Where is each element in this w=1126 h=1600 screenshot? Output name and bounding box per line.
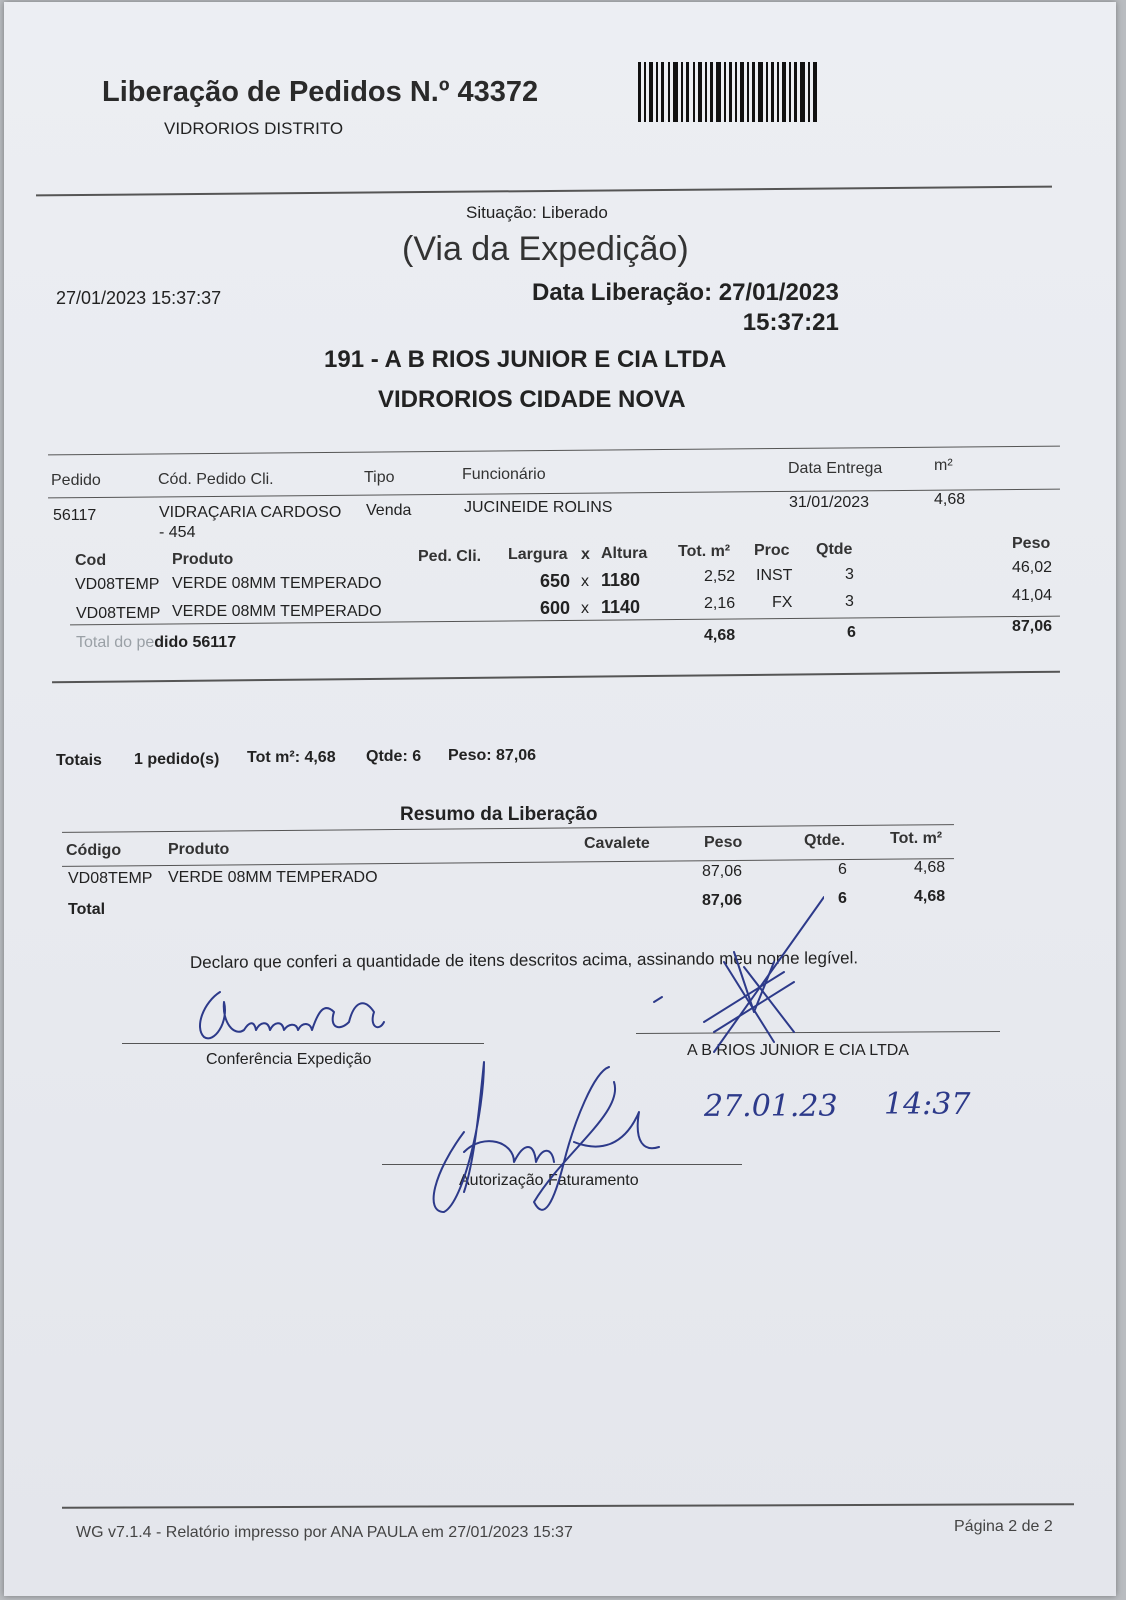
order-cliente: VIDRAÇARIA CARDOSO	[159, 504, 342, 521]
col-pedido: Pedido	[51, 472, 101, 489]
totals-label: Totais	[56, 752, 102, 769]
order-tipo: Venda	[366, 502, 412, 519]
item-largura: 600	[540, 598, 571, 618]
item-qtde: 3	[845, 566, 854, 583]
handwritten-time: 14:37	[884, 1087, 971, 1122]
summary-qtde: 6	[838, 861, 847, 878]
totals-peso: Peso: 87,06	[448, 747, 537, 764]
declaration-text: Declaro que conferi a quantidade de itens descritos acima, assinando meu nome legível.	[189, 948, 859, 972]
item-x: x	[581, 573, 589, 590]
status-label: Situação: Liberado	[466, 203, 608, 222]
items-col-peso: Peso	[1012, 535, 1051, 552]
totals-m2: Tot m²: 4,68	[247, 749, 336, 766]
summary-col-qtde: Qtde.	[804, 832, 845, 849]
summary-produto: VERDE 08MM TEMPERADO	[168, 869, 378, 886]
autorizacao-label: Autorização Faturamento	[459, 1172, 639, 1189]
document-sheet	[4, 2, 1116, 1596]
summary-col-produto: Produto	[168, 841, 230, 858]
print-datetime: 27/01/2023 15:37:37	[56, 288, 222, 308]
via-label: (Via da Expedição)	[402, 230, 689, 268]
item-tot-m2: 2,52	[704, 568, 736, 585]
order-pedido: 56117	[53, 507, 97, 524]
item-largura: 650	[540, 571, 571, 591]
order-cliente-code: - 454	[159, 524, 196, 541]
order-total-label-text: dido 56117	[154, 634, 237, 651]
order-total-label	[76, 634, 236, 652]
items-col-cod: Cod	[75, 552, 107, 569]
col-cod-pedido-cli: Cód. Pedido Cli.	[158, 471, 274, 488]
conferencia-label: Conferência Expedição	[206, 1051, 372, 1068]
summary-col-cavalete: Cavalete	[584, 835, 650, 852]
footer-line	[62, 1503, 1074, 1509]
item-proc: INST	[756, 567, 793, 584]
order-m2: 4,68	[934, 491, 966, 508]
summary-tot-m2: 4,68	[914, 859, 946, 876]
order-total-label-faded: Total do pe	[76, 634, 155, 651]
summary-total-tot-m2: 4,68	[914, 888, 946, 905]
summary-header-line	[62, 858, 954, 867]
item-proc: FX	[772, 594, 793, 611]
items-col-largura: Largura	[508, 546, 568, 563]
summary-col-tot-m2: Tot. m²	[890, 830, 943, 847]
summary-total-qtde: 6	[838, 890, 847, 907]
col-data-entrega: Data Entrega	[788, 460, 883, 477]
items-col-ped-cli: Ped. Cli.	[418, 548, 482, 565]
item-x: x	[581, 600, 589, 617]
item-peso: 41,04	[1012, 587, 1053, 604]
order-funcionario: JUCINEIDE ROLINS	[464, 499, 613, 516]
customer-store: VIDRORIOS CIDADE NOVA	[378, 386, 686, 413]
client-signature-icon	[644, 892, 824, 1092]
order-top-line	[48, 446, 1060, 456]
item-produto: VERDE 08MM TEMPERADO	[172, 603, 382, 620]
totals-qtde: Qtde: 6	[366, 748, 422, 765]
order-total-peso: 87,06	[1012, 618, 1053, 635]
header-divider	[36, 186, 1052, 197]
summary-col-codigo: Código	[66, 842, 122, 859]
item-altura: 1180	[601, 570, 641, 590]
items-col-tot-m2: Tot. m²	[678, 543, 731, 560]
release-date-label: Data Liberação: 27/01/2023	[532, 279, 839, 306]
order-total-qtde: 6	[847, 624, 856, 641]
release-date	[532, 278, 839, 338]
item-peso: 46,02	[1012, 559, 1053, 576]
footer-report-info: WG v7.1.4 - Relatório impresso por ANA PAULA em 27/01/2023 15:37	[76, 1524, 573, 1541]
handwritten-date: 27.01.23	[704, 1089, 838, 1124]
summary-peso: 87,06	[702, 863, 743, 880]
col-m2: m²	[934, 457, 953, 474]
summary-codigo: VD08TEMP	[68, 870, 153, 887]
company-name: VIDRORIOS DISTRITO	[164, 119, 344, 138]
item-cod: VD08TEMP	[75, 576, 160, 593]
autorizacao-signature-icon	[424, 1052, 664, 1222]
conferencia-signature-icon	[184, 982, 394, 1052]
customer-name: 191 - A B RIOS JUNIOR E CIA LTDA	[324, 346, 727, 373]
item-cod: VD08TEMP	[76, 605, 161, 622]
footer-page-number: Página 2 de 2	[954, 1518, 1053, 1535]
summary-title: Resumo da Liberação	[400, 804, 598, 825]
items-col-proc: Proc	[754, 542, 790, 559]
order-total-m2: 4,68	[704, 627, 736, 644]
item-tot-m2: 2,16	[704, 595, 736, 612]
items-col-x: x	[581, 546, 590, 563]
order-data-entrega: 31/01/2023	[789, 494, 870, 511]
item-produto: VERDE 08MM TEMPERADO	[172, 575, 382, 592]
summary-total-label: Total	[68, 901, 106, 918]
col-funcionario: Funcionário	[462, 466, 546, 483]
summary-col-peso: Peso	[704, 834, 743, 851]
document-title: Liberação de Pedidos N.º 43372	[102, 76, 539, 108]
items-col-altura: Altura	[601, 545, 648, 562]
order-header-line	[48, 489, 1060, 499]
items-col-produto: Produto	[172, 551, 234, 568]
order-bottom-line	[52, 671, 1060, 684]
items-col-qtde: Qtde	[816, 541, 853, 558]
client-label: A B RIOS JUNIOR E CIA LTDA	[687, 1042, 909, 1059]
totals-pedidos: 1 pedido(s)	[134, 751, 220, 768]
release-time: 15:37:21	[742, 309, 839, 336]
summary-total-peso: 87,06	[702, 892, 743, 909]
item-altura: 1140	[601, 597, 641, 617]
barcode	[638, 62, 818, 122]
item-qtde: 3	[845, 593, 854, 610]
col-tipo: Tipo	[364, 469, 395, 486]
